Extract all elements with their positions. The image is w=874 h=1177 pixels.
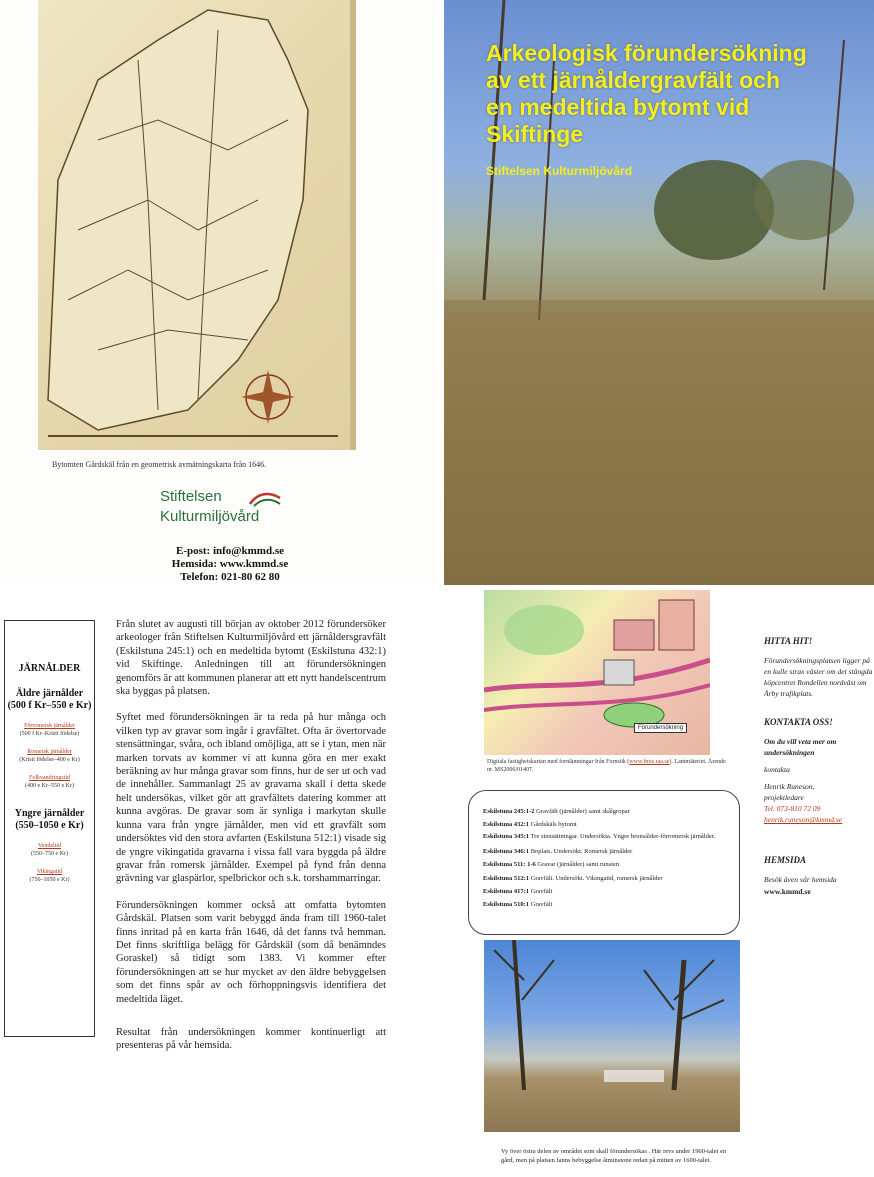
older-iron-age-title [5,688,94,712]
site-description: Gravar (järnålder) samt runsten [535,861,620,869]
site-list-box [468,790,740,935]
info-column [764,636,874,896]
front-cover-panel [444,0,874,585]
cover-title-line: av ett järnåldergravfält och [486,67,780,93]
era-range: (550–1050 e Kr) [15,820,84,831]
site-code: Eskilstuna 245:1-2 [483,808,535,815]
site-item [483,845,725,858]
site-description: Gravfält. Undersökt. Vikingatid, romersk järnålder [529,874,663,882]
contact-email: E-post: info@kmmd.se [175,545,285,557]
paragraph: Förundersökningen kommer också att omfatta bytomten Gårdskäl. Platsen som varit bebyggd ända fram till 1960-talet finns inritad på en karta från 1646, då det fanns två hemman. Det finns skriftliga belägg för Gårdskäl (som då benämndes Goraskel) så tidigt som 1383. Vi kommer efter förundersökningen att se hur mycket av den äldre bebyggelsen som det finns spår av och förhoppningsvis identifiera det medeltida läget. [116,899,386,1005]
inner-left-panel [0,590,437,1177]
site-code: Eskilstuna 432:1 [483,821,530,829]
era-name: Yngre järnålder [14,808,85,819]
sub-period-dates: (750–1050 e Kr) [29,877,70,883]
sub-period-dates: (550–750 e Kr) [31,851,68,857]
sub-period-name: Romersk järnålder [27,749,72,755]
era-range: (500 f Kr–550 e Kr) [7,700,92,711]
contact-intro: Om du vill veta mer om undersökningen [764,737,837,757]
article-body [116,618,386,1066]
site-description: Tre stensättningar. Undersökta. Yngre bronsålder-förromersk järnålder. [529,832,716,840]
map-caption: Bytomten Gårdskäl från en geometrisk avmätningskarta från 1646. [52,460,267,469]
logo-text-line1: Stiftelsen [160,488,222,505]
site-photo [484,940,740,1132]
site-photo-caption: Vy över östra delen av området som skall förundersökas . Här revs under 1960-talet en gård, men på platsen fanns bebyggelse åtminstone redan på mitten av 1600-talet. [501,1148,727,1164]
cover-title-line: Arkeologisk förundersökning [486,40,807,66]
contact-website: Hemsida: www.kmmd.se [171,558,289,570]
paragraph: Resultat från undersökningen kommer kontinuerligt att presenteras på vår hemsida. [116,1026,386,1052]
property-map-caption [487,758,727,774]
site-item [483,805,725,818]
caption-link[interactable]: www.fmis.raa.se [629,759,670,765]
sub-period-dates: (400 e Kr–550 e Kr) [25,783,74,789]
contact-phone-number: Tel. 073-810 72 09 [764,804,821,813]
caption-text: ). Lantmäteriet. Ärende nr. MS2006/01407. [487,759,726,773]
logo-swoosh-icon [248,490,282,508]
site-photo-drawing [484,940,740,1132]
site-item [483,818,725,831]
sub-period-name: Förromersk järnålder [24,723,75,729]
younger-iron-age-title [5,808,94,832]
contact-heading: KONTAKTA OSS! [764,717,833,727]
directions-heading: HITTA HIT! [764,636,813,646]
directions-text: Förundersökningsplatsen ligger på en kulle strax väster om det stängda köpcentret Rondellen nordväst om Årby trafikplats. [764,656,873,698]
site-description: Gravfält (järnålder) samt skålgropar [534,808,630,815]
sub-period-name: Vendeltid [38,843,61,849]
cover-subtitle: Stiftelsen Kulturmiljövård [486,164,633,178]
paragraph: Syftet med förundersökningen är ta reda på hur många och vilken typ av gravar som ingår i gravfältet. Ofta är övertorvade stensättningar, svåra, och ibland omöjliga, att se i ytan, men när marken torvats av kommer vi att kunna göra en mer exakt beräkning av hur många gravar som finns, hur de ser ut och vad de innehåller. Sammanlagt 25 av gravarna skall i detta skede helt undersökas, vilket gör att gravfältets datering kommer att kunna avgöras. De gravar som är synliga i markytan skulle kunna vara från yngre järnålder, men vid ett gravfält som undersöktes vid den stora avfarten (Eskilstuna 512:1) visade sig de yngre vikingatida gravarna i vissa fall vara byggda på äldre gravar från romersk järnålder. Exempel på fynd från denna grävning var glaspärlor, spelbrickor och s.k. torshammarringar. [116,712,386,885]
historical-map-drawing [38,0,350,450]
historical-map-image [38,0,356,450]
caption-text: Digitala fastighetskartan med fornlämningar från Fornsök ( [487,759,630,765]
timeline-heading: JÄRNÅLDER [18,663,81,674]
sub-period-dates: (Kristi födelse–400 e Kr) [19,757,80,763]
back-cover-panel [0,0,437,585]
contact-email-link[interactable]: henrik.runeson@kmmd.se [764,815,843,824]
website-link[interactable]: www.kmmd.se [764,887,811,896]
website-text: Besök även vår hemsida [764,875,837,884]
sub-period-dates: (500 f Kr–Kristi födelse) [19,731,80,737]
sub-period-name: Vikingatid [36,869,63,875]
cover-title [486,40,874,148]
contact-phone: Telefon: 021-80 62 80 [180,571,280,583]
contact-role: projektledare [764,793,804,802]
site-code: Eskilstuna 510:1 [483,901,530,909]
sub-period-name: Folkvandringstid [28,775,70,781]
site-item [483,885,725,898]
site-code: Eskilstuna 346:1 [483,847,530,855]
cover-title-line: en medeltida bytomt vid [486,94,750,120]
site-item [483,872,725,885]
site-code: Eskilstuna 512:1 [483,874,530,882]
site-code: Eskilstuna 511: 1-6 [483,861,536,869]
contact-name: Henrik Runeson, [764,782,815,791]
site-item [483,832,725,842]
contact-label: kontakta [764,765,790,774]
logo-text-line2: Kulturmiljövård [160,508,260,525]
site-item [483,898,725,911]
era-name: Äldre järnålder [15,688,84,699]
site-description: Boplats. Undersökt. Romersk järnålder [529,847,633,855]
site-description: Gravfält [529,888,553,896]
contact-block [130,545,330,584]
paragraph: Från slutet av augusti till början av oktober 2012 förundersöker arkeologer från Stiftelsen Kulturmiljövård ett järnåldersgravfält (Eskilstuna 245:1) och en medeltida bytomt (Eskilstuna 432:1) vid Skiftinge. Anledningen till att förundersökningen genomförs är att kommunen planerar att ett nytt handelscentrum ska byggas på platsen. [116,619,386,698]
site-code: Eskilstuna 345:1 [483,832,530,840]
inner-right-panel [444,590,874,1177]
iron-age-timeline-box [4,620,95,1037]
property-map-image [484,590,710,755]
website-heading: HEMSIDA [764,855,807,865]
cover-title-line: Skiftinge [486,121,584,147]
site-description: Gårdskäls bytomt [529,821,577,829]
site-code: Eskilstuna 417:1 [483,888,530,896]
organization-logo [160,488,300,534]
site-description: Gravfält [529,901,553,909]
map-marker-label: Förundersökning [634,723,687,733]
site-item [483,858,725,871]
